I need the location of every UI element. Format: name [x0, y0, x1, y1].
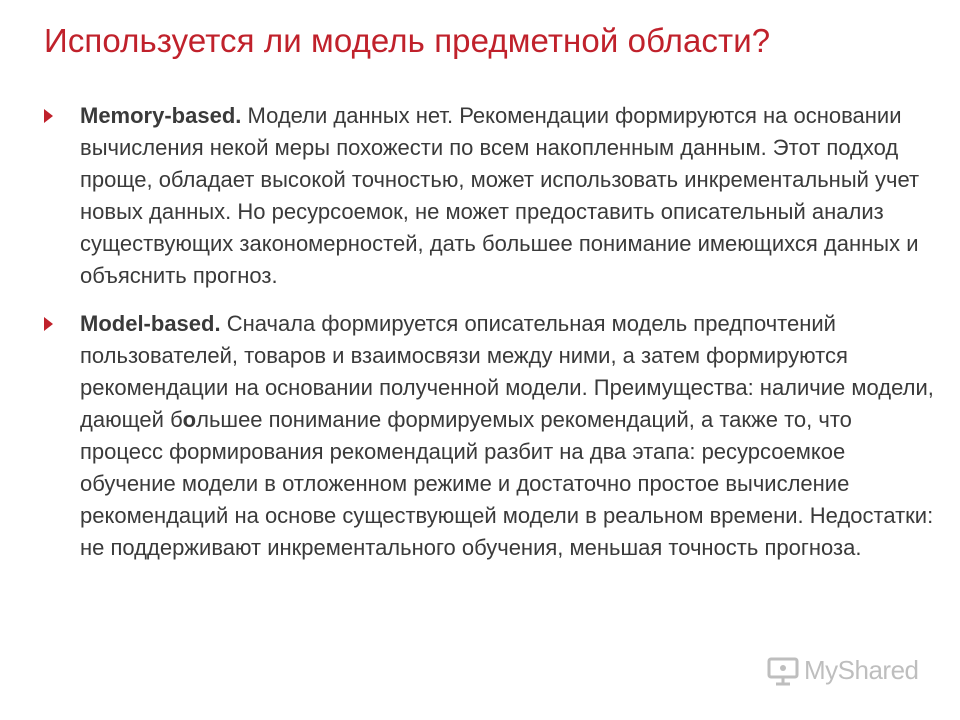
- slide-title: Используется ли модель предметной области?: [44, 22, 771, 59]
- bullet-model-based: [44, 308, 934, 564]
- watermark-logo: [766, 655, 919, 686]
- bullet-text-part: Сначала формируется описательная модель предпочтений пользователей, товаров и взаимосвязи между ними, а затем формируются рекомендации на основании полученной модели. Преимущества: наличие модели, дающей б: [80, 311, 934, 432]
- bullet-term: Model-based.: [80, 311, 221, 336]
- bullet-text-part: льшее понимание формируемых рекомендаций, а также то, что процесс формирования рекомендаций разбит на два этапа: ресурсоемкое обучение модели в отложенном режиме и достаточно простое вычисление рекомендаций на основе существующей модели в реальном времени. Недостатки: не поддерживают инкрементального обучения, меньшая точность прогноза.: [80, 407, 934, 560]
- bullet-term: Memory-based.: [80, 103, 242, 128]
- watermark-text: MyShared: [804, 655, 919, 685]
- bullet-list: [44, 100, 934, 564]
- triangle-bullet-icon: [44, 109, 53, 123]
- bullet-memory-based: [44, 100, 934, 292]
- bullet-text: Модели данных нет. Рекомендации формируются на основании вычисления некой меры похожести по всем накопленным данным. Этот подход проще, обладает высокой точностью, может использовать инкрементальный учет новых данных. Но ресурсоемок, не может предоставить описательный анализ существующих закономерностей, дать большее понимание имеющихся данных и объяснить прогноз.: [80, 103, 920, 288]
- presentation-board-icon: [766, 656, 800, 686]
- triangle-bullet-icon: [44, 317, 53, 331]
- bullet-text-emphasis: о: [182, 407, 197, 432]
